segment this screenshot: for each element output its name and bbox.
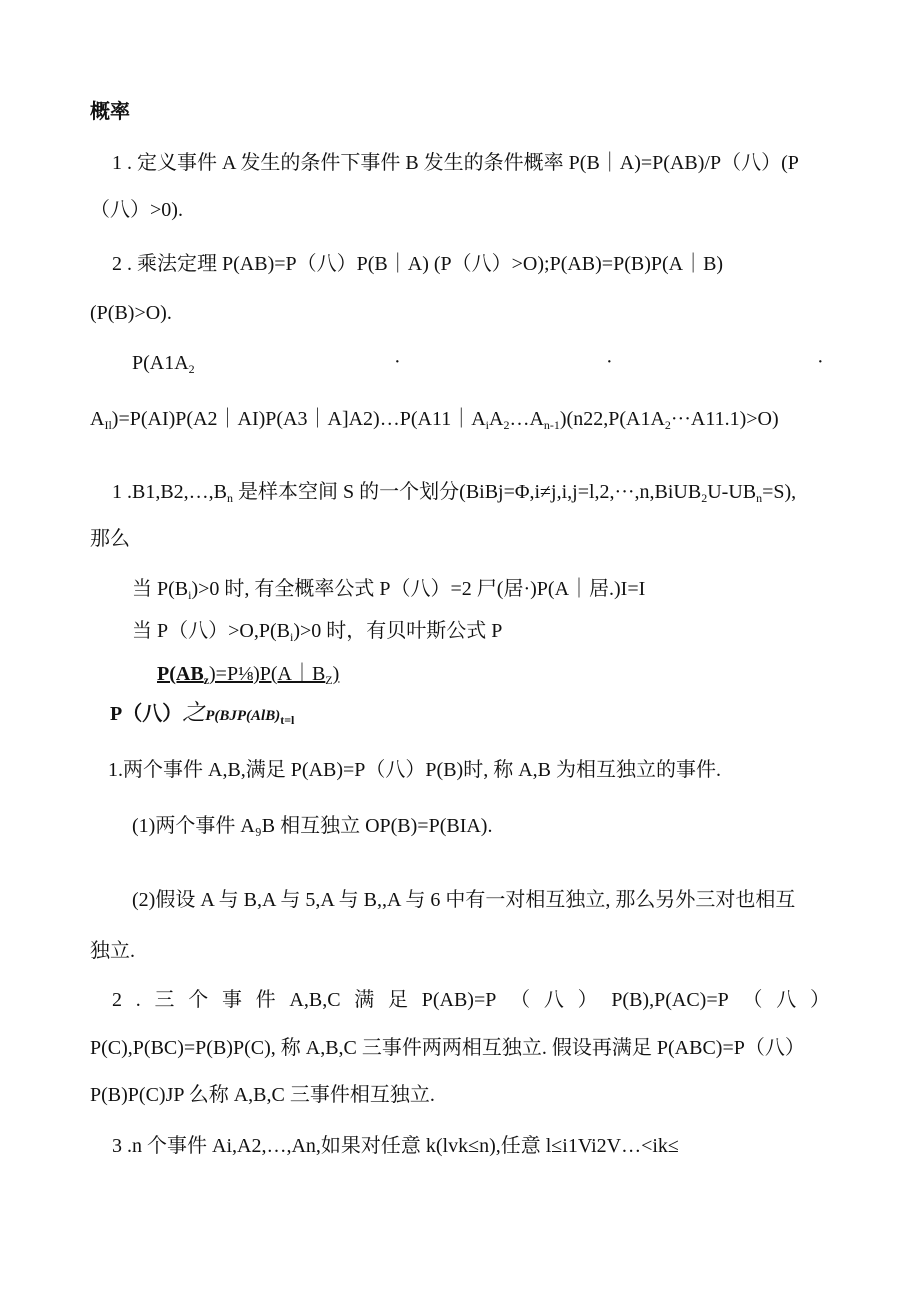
word: （ — [742, 989, 763, 1011]
word: 八 — [776, 989, 797, 1011]
word: ） — [809, 989, 830, 1011]
text-line: （八）>0). — [90, 199, 183, 221]
word: ） — [577, 989, 598, 1011]
word: 满 — [354, 989, 375, 1011]
text-line: 1 . 定义事件 A 发生的条件下事件 B 发生的条件概率 P(B｜A)=P(AB)/P（八）(P — [112, 152, 799, 174]
text-line: 那么 — [90, 528, 130, 550]
word: . — [135, 989, 141, 1011]
formula-line: $A_{Il})=P(AI)P(A2|AI)P(A3|A]A2)\dots P(A11|A_iA_2\dots A_{n-1})(n22,P(A1A_2\cdot\cdot\cdot A11.1)>O)$ — [90, 408, 779, 432]
word: （ — [510, 989, 531, 1011]
word: P(AB)=P — [421, 989, 497, 1011]
text-line: 1 $.B1,B2,\dots,B_n$ 是样本空间 S 的一个划分$(BiBj=\Phi,i\ne j,i,j=l,2,\cdot\cdot\cdot,n,BiUB_2U-UB_n=S)$, — [112, 481, 797, 505]
text-line: 独立. — [90, 940, 135, 962]
section-title: 概率 — [90, 101, 130, 123]
text-line: 3 .n 个事件 Ai,A2,…,An,如果对任意 k(lvk≤n),任意 l≤i1Vi2V…<ik≤ — [112, 1135, 679, 1157]
text-line: P(C),P(BC)=P(B)P(C), 称 A,B,C 三事件两两相互独立. 假设再满足 P(ABC)=P（八） — [90, 1037, 805, 1059]
dot-mark: · — [394, 351, 401, 373]
fraction-denominator: P（八）之$P(BJP(AlB)_{t=l}$ — [110, 700, 295, 727]
word: 个 — [188, 989, 209, 1011]
word: 足 — [388, 989, 408, 1011]
text-line: P(B)P(C)JP 么称 A,B,C 三事件相互独立. — [90, 1084, 435, 1106]
text-line: (1)两个事件 A₉B 相互独立 OP(B)=P(BIA). — [132, 815, 493, 837]
text-line: (2)假设 A 与 B,A 与 5,A 与 B,,A 与 6 中有一对相互独立, 那么另外三对也相互 — [132, 889, 796, 911]
text-line: 当 $P(B_i)>0$ 时, 有全概率公式 P（八）=2 尸(居·)P(A｜居.)I=I — [132, 578, 646, 602]
text-line: 2 . 乘法定理 P(AB)=P（八）P(B｜A) (P（八）>O);P(AB)=P(B)P(A｜B) — [112, 253, 724, 275]
text-line: 1.两个事件 A,B,满足 P(AB)=P（八）P(B)时, 称 A,B 为相互独立的事件. — [108, 759, 721, 781]
word: 事 — [221, 989, 242, 1011]
justified-line — [112, 988, 830, 1012]
dot-mark: · — [817, 351, 824, 373]
text-line: (P(B)>O). — [90, 302, 172, 324]
word: A,B,C — [289, 989, 341, 1011]
word: 2 — [112, 989, 122, 1011]
word: 三 — [154, 989, 175, 1011]
word: 八 — [543, 989, 564, 1011]
word: 件 — [255, 989, 276, 1011]
formula-line: $P(A1A_2$ — [132, 352, 195, 376]
text-line: 当 P（八）$>O,P(B_i)>0$ 时，有贝叶斯公式 P — [132, 620, 503, 644]
fraction-numerator: $P(AB_z)=P\frac{1}{8})P(A|B_Z)$ — [157, 663, 340, 687]
word: P(B),P(AC)=P — [611, 989, 729, 1011]
dot-mark: · — [606, 351, 613, 373]
